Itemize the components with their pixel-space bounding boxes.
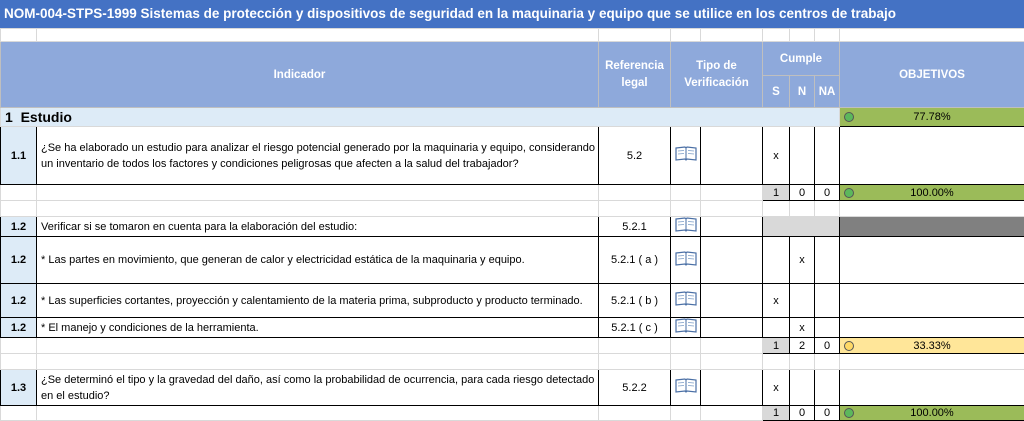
header-s: S: [763, 76, 790, 108]
cumple-n[interactable]: x: [790, 318, 815, 338]
subtotal-objective: [840, 338, 1024, 354]
section-title: [1, 108, 840, 127]
status-dot-icon: [844, 188, 854, 198]
checklist-table: [0, 28, 1024, 421]
cumple-na[interactable]: [815, 127, 840, 185]
subtotal-s: 1: [763, 185, 790, 201]
section-name: Estudio: [21, 109, 72, 125]
subtotal-na: 0: [815, 185, 840, 201]
row-reference: 5.2.1: [599, 217, 671, 237]
book-icon: [675, 146, 697, 162]
row-reference: 5.2.1 ( c ): [599, 318, 671, 338]
book-icon: [675, 378, 697, 394]
cumple-na[interactable]: [815, 237, 840, 284]
book-icon: [675, 291, 697, 307]
row-reference: 5.2.1 ( b ): [599, 284, 671, 318]
book-icon: [675, 251, 697, 267]
row-indicator: Verificar si se tomaron en cuenta para la elaboración del estudio:: [37, 217, 599, 237]
subtotal-row: [1, 185, 1024, 201]
status-dot-icon: [844, 341, 854, 351]
subtotal-pct: 33.33%: [913, 340, 950, 352]
row-indicator: ¿Se determinó el tipo y la gravedad del daño, así como la probabilidad de ocurrencia, para cada riesgo detectado en el estudio?: [37, 370, 599, 406]
cumple-na[interactable]: [815, 370, 840, 406]
subtotal-row: [1, 338, 1024, 354]
header-row: [1, 42, 1024, 76]
cumple-n[interactable]: x: [790, 237, 815, 284]
table-row: [1, 284, 1024, 318]
verification-cell[interactable]: [671, 370, 701, 406]
row-number: 1.2: [1, 217, 37, 237]
row-number: 1.2: [1, 318, 37, 338]
row-indicator: * Las partes en movimiento, que generan de calor y electricidad estática de la maquinaria y equipo.: [37, 237, 599, 284]
table-row: [1, 127, 1024, 185]
table-row: [1, 237, 1024, 284]
spacer-row: [1, 201, 1024, 217]
subtotal-pct: 100.00%: [910, 407, 953, 419]
subtotal-n: 0: [790, 185, 815, 201]
cumple-na[interactable]: [815, 284, 840, 318]
subtotal-s: 1: [763, 338, 790, 354]
subtotal-n: 2: [790, 338, 815, 354]
header-tipo: Tipo de Verificación: [671, 42, 763, 108]
cumple-s[interactable]: x: [763, 370, 790, 406]
cumple-s[interactable]: [763, 318, 790, 338]
header-objetivos: OBJETIVOS: [840, 42, 1024, 108]
book-icon: [675, 318, 697, 334]
status-dot-icon: [844, 112, 854, 122]
row-number: 1.1: [1, 127, 37, 185]
section-number: 1: [5, 109, 13, 125]
cumple-disabled: [763, 217, 840, 237]
header-n: N: [790, 76, 815, 108]
spacer-row: [1, 29, 1024, 42]
section-row: [1, 108, 1024, 127]
cumple-na[interactable]: [815, 318, 840, 338]
row-indicator: * Las superficies cortantes, proyección y calentamiento de la materia prima, subproducto y producto terminado.: [37, 284, 599, 318]
verification-cell[interactable]: [671, 237, 701, 284]
subtotal-pct: 100.00%: [910, 187, 953, 199]
row-number: 1.2: [1, 284, 37, 318]
status-dot-icon: [844, 408, 854, 418]
header-indicador: Indicador: [1, 42, 599, 108]
cumple-n[interactable]: [790, 284, 815, 318]
subtotal-objective: [840, 406, 1024, 421]
table-row: [1, 370, 1024, 406]
row-reference: 5.2.1 ( a ): [599, 237, 671, 284]
header-na: NA: [815, 76, 840, 108]
row-indicator: ¿Se ha elaborado un estudio para analizar el riesgo potencial generado por la maquinaria y equipo, considerando un inventario de todos los factores y condiciones peligrosas que afecten a la salud del trabajador?: [37, 127, 599, 185]
row-reference: 5.2.2: [599, 370, 671, 406]
subtotal-na: 0: [815, 406, 840, 421]
row-indicator: * El manejo y condiciones de la herramienta.: [37, 318, 599, 338]
row-number: 1.2: [1, 237, 37, 284]
table-row: [1, 217, 1024, 237]
book-icon: [675, 217, 697, 233]
verification-cell[interactable]: [671, 127, 701, 185]
section-objective-value: 77.78%: [913, 111, 950, 123]
subtotal-s: 1: [763, 406, 790, 421]
subtotal-n: 0: [790, 406, 815, 421]
header-cumple: Cumple: [763, 42, 840, 76]
cumple-s[interactable]: x: [763, 284, 790, 318]
cumple-s[interactable]: x: [763, 127, 790, 185]
row-reference: 5.2: [599, 127, 671, 185]
subtotal-objective: [840, 185, 1024, 201]
spacer-row: [1, 354, 1024, 370]
verification-cell[interactable]: [671, 284, 701, 318]
header-referencia: Referencia legal: [599, 42, 671, 108]
table-row: [1, 318, 1024, 338]
cumple-n[interactable]: [790, 370, 815, 406]
cumple-s[interactable]: [763, 237, 790, 284]
verification-cell[interactable]: [671, 217, 701, 237]
sheet-title: NOM-004-STPS-1999 Sistemas de protección y dispositivos de seguridad en la maquinaria y equipo que se utilice en los centros de trabajo: [0, 0, 1024, 28]
section-objective: [840, 108, 1024, 127]
cumple-n[interactable]: [790, 127, 815, 185]
subtotal-row: [1, 406, 1024, 421]
row-number: 1.3: [1, 370, 37, 406]
verification-cell[interactable]: [671, 318, 701, 338]
subtotal-na: 0: [815, 338, 840, 354]
objective-disabled: [840, 217, 1024, 237]
